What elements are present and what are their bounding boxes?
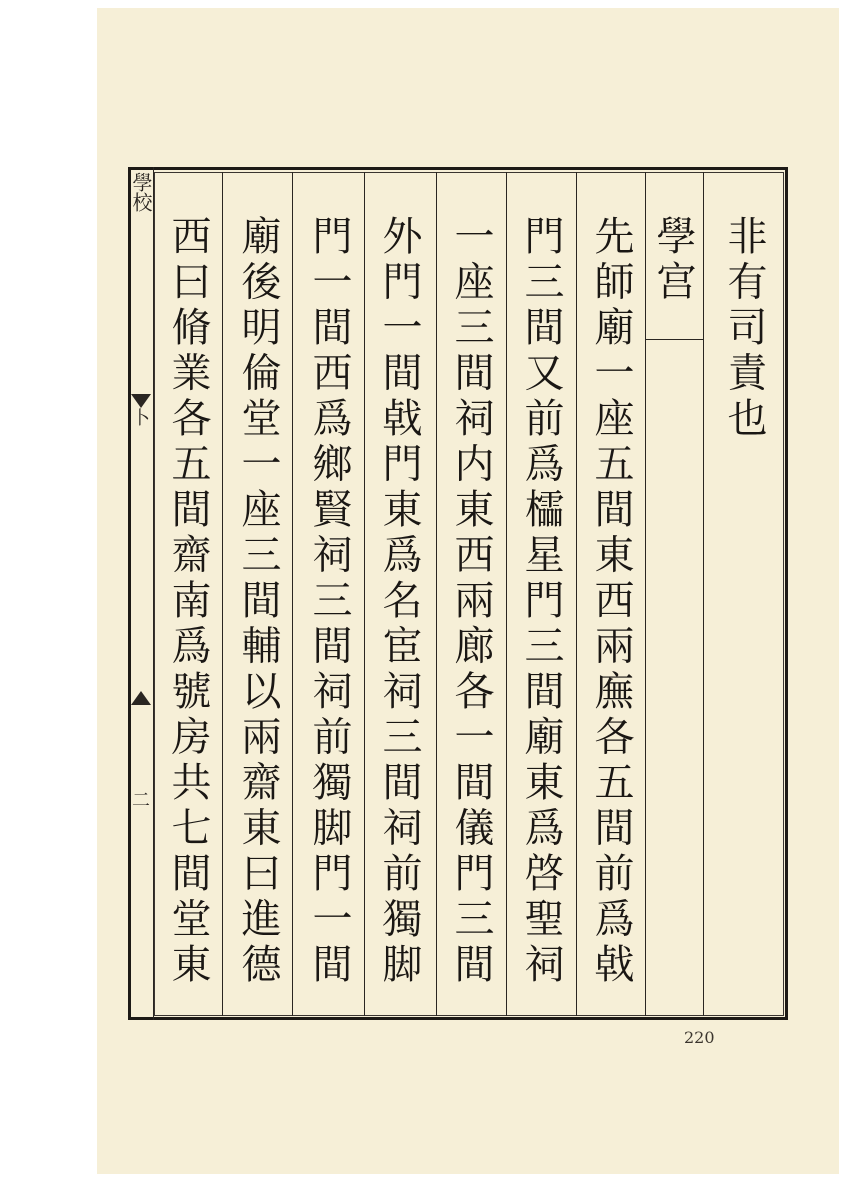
column-rule [292,172,293,1016]
text-column-9: 西曰脩業各五間齋南爲號房共七間堂東 [165,215,211,989]
column-rule [703,172,704,1016]
column-rule [506,172,507,1016]
block-heart-mark-lower: 二 [132,790,150,811]
block-heart-strip [128,167,154,1020]
block-heart-mark-upper: 卜 [132,408,150,429]
column-rule [364,172,365,1016]
column-rule [222,172,223,1016]
text-column-7: 門一間西爲鄉賢祠三間祠前獨脚門一間 [306,215,352,989]
text-column-1: 非有司責也 [721,215,767,443]
text-column-8: 廟後明倫堂一座三間輔以兩齋東曰進德 [235,215,281,989]
block-heart-title: 學校 [129,172,153,212]
text-column-4: 門三間又前爲櫺星門三間廟東爲啓聖祠 [518,215,564,989]
page-number: 220 [684,1028,715,1047]
text-column-5: 一座三間祠内東西兩廊各一間儀門三間 [448,215,494,989]
column-rule [436,172,437,1016]
fish-tail-mark-upper [130,393,152,409]
section-heading: 學宫 [650,215,696,305]
column-rule [576,172,577,1016]
fish-tail-mark-lower [130,690,152,706]
text-column-6: 外門一間㦸門東爲名宦祠三間祠前獨脚 [376,215,422,989]
text-column-3: 先師廟一座五間東西兩廡各五間前爲㦸 [588,215,634,989]
